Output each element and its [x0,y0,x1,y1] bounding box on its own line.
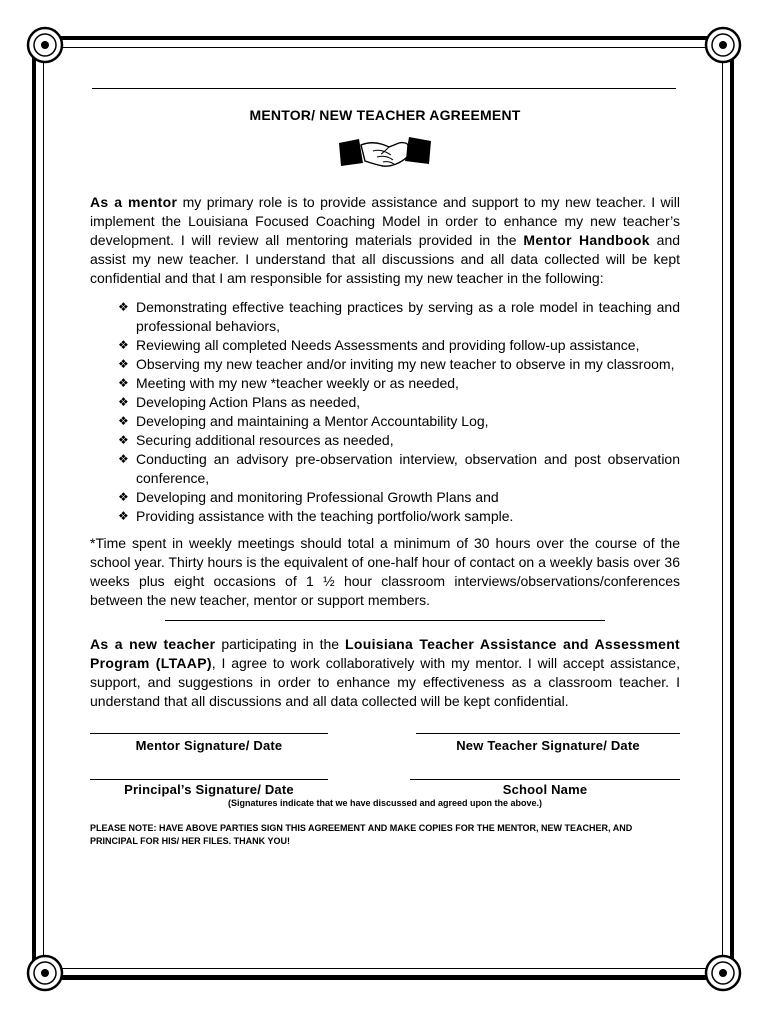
please-note: PLEASE NOTE: HAVE ABOVE PARTIES SIGN THIS AGREEMENT AND MAKE COPIES FOR THE MENTOR, NEW TEACHER, AND PRINCIPAL FOR HIS/ HER FILES. THANK YOU! [90,823,633,846]
principal-signature-field[interactable] [90,779,328,797]
diamond-bullet-icon: ❖ [118,433,129,447]
diamond-bullet-icon: ❖ [118,452,129,466]
diamond-bullet-icon: ❖ [118,338,129,352]
mentor-signature-field[interactable] [90,733,328,753]
diamond-bullet-icon: ❖ [118,395,129,409]
new-teacher-paragraph: As a new teacher participating in the Louisiana Teacher Assistance and Assessment Program (LTAAP), I agree to work collaboratively with my mentor. I will accept assistance, support, and suggestions in order to enhance my effectiveness as a classroom teacher. I understand that all discussions and all data collected will be kept confidential. [90,636,681,709]
list-item: ❖ Developing Action Plans as needed, [118,394,361,410]
list-item: ❖ Reviewing all completed Needs Assessments and providing follow-up assistance, [118,337,640,353]
mentor-paragraph: As a mentor my primary role is to provide assistance and support to my new teacher. I will implement the Louisiana Focused Coaching Model in order to enhance my new teacher’s development. I will review all mentoring materials provided in the Mentor Handbook and assist my new teacher. I understand that all discussions and all data collected will be kept confidential and that I am responsible for assisting my new teacher in the following: [90,194,681,286]
list-item: ❖ Developing and maintaining a Mentor Accountability Log, [118,413,489,429]
new-teacher-signature-field[interactable] [416,733,680,753]
list-item: ❖ Meeting with my new *teacher weekly or as needed, [118,375,459,391]
top-rail [60,38,706,40]
list-item: ❖ Securing additional resources as needed, [118,432,394,448]
signature-line [90,779,328,780]
new-teacher-signature-label: New Teacher Signature/ Date [456,738,640,753]
corner-ornament-icon [25,25,65,65]
diamond-bullet-icon: ❖ [118,490,129,504]
diamond-bullet-icon: ❖ [118,300,129,314]
signature-row-2 [90,779,680,797]
top-rule [92,88,676,89]
diamond-bullet-icon: ❖ [118,414,129,428]
school-name-field[interactable] [410,779,680,797]
signature-line [90,733,328,734]
signature-line [410,779,680,780]
list-item: ❖ Demonstrating effective teaching practices by serving as a role model in teaching and professional behaviors, [118,299,680,334]
list-item: ❖ Developing and monitoring Professional Growth Plans and [118,489,499,505]
section-divider [165,620,605,621]
mentor-signature-label: Mentor Signature/ Date [135,738,283,753]
corner-ornament-icon [703,953,743,993]
corner-ornament-icon [703,25,743,65]
agreement-content [90,88,680,848]
school-name-label: School Name [502,782,588,797]
bottom-rail [60,975,706,977]
principal-signature-label: Principal’s Signature/ Date [124,782,294,797]
list-item: ❖ Providing assistance with the teaching portfolio/work sample. [118,508,514,524]
signature-row-1 [90,733,680,753]
handshake-icon [337,133,433,171]
diamond-bullet-icon: ❖ [118,509,129,523]
mentor-duties-list [90,298,680,526]
diamond-bullet-icon: ❖ [118,376,129,390]
document-title: MENTOR/ NEW TEACHER AGREEMENT [249,107,521,123]
list-item: ❖ Observing my new teacher and/or inviting my new teacher to observe in my classroom, [118,356,675,372]
list-item: ❖ Conducting an advisory pre-observation interview, observation and post observation conference, [118,451,680,486]
signature-line [416,733,680,734]
diamond-bullet-icon: ❖ [118,357,129,371]
corner-ornament-icon [25,953,65,993]
signature-note: (Signatures indicate that we have discussed and agreed upon the above.) [227,798,543,808]
time-note-paragraph: *Time spent in weekly meetings should total a minimum of 30 hours over the course of the school year. Thirty hours is the equivalent of one-half hour of contact on a weekly basis over 36 weeks plus eight occasions of 1 ½ hour classroom interviews/observations/conferences between the new teacher, mentor or support members. [90,535,680,608]
